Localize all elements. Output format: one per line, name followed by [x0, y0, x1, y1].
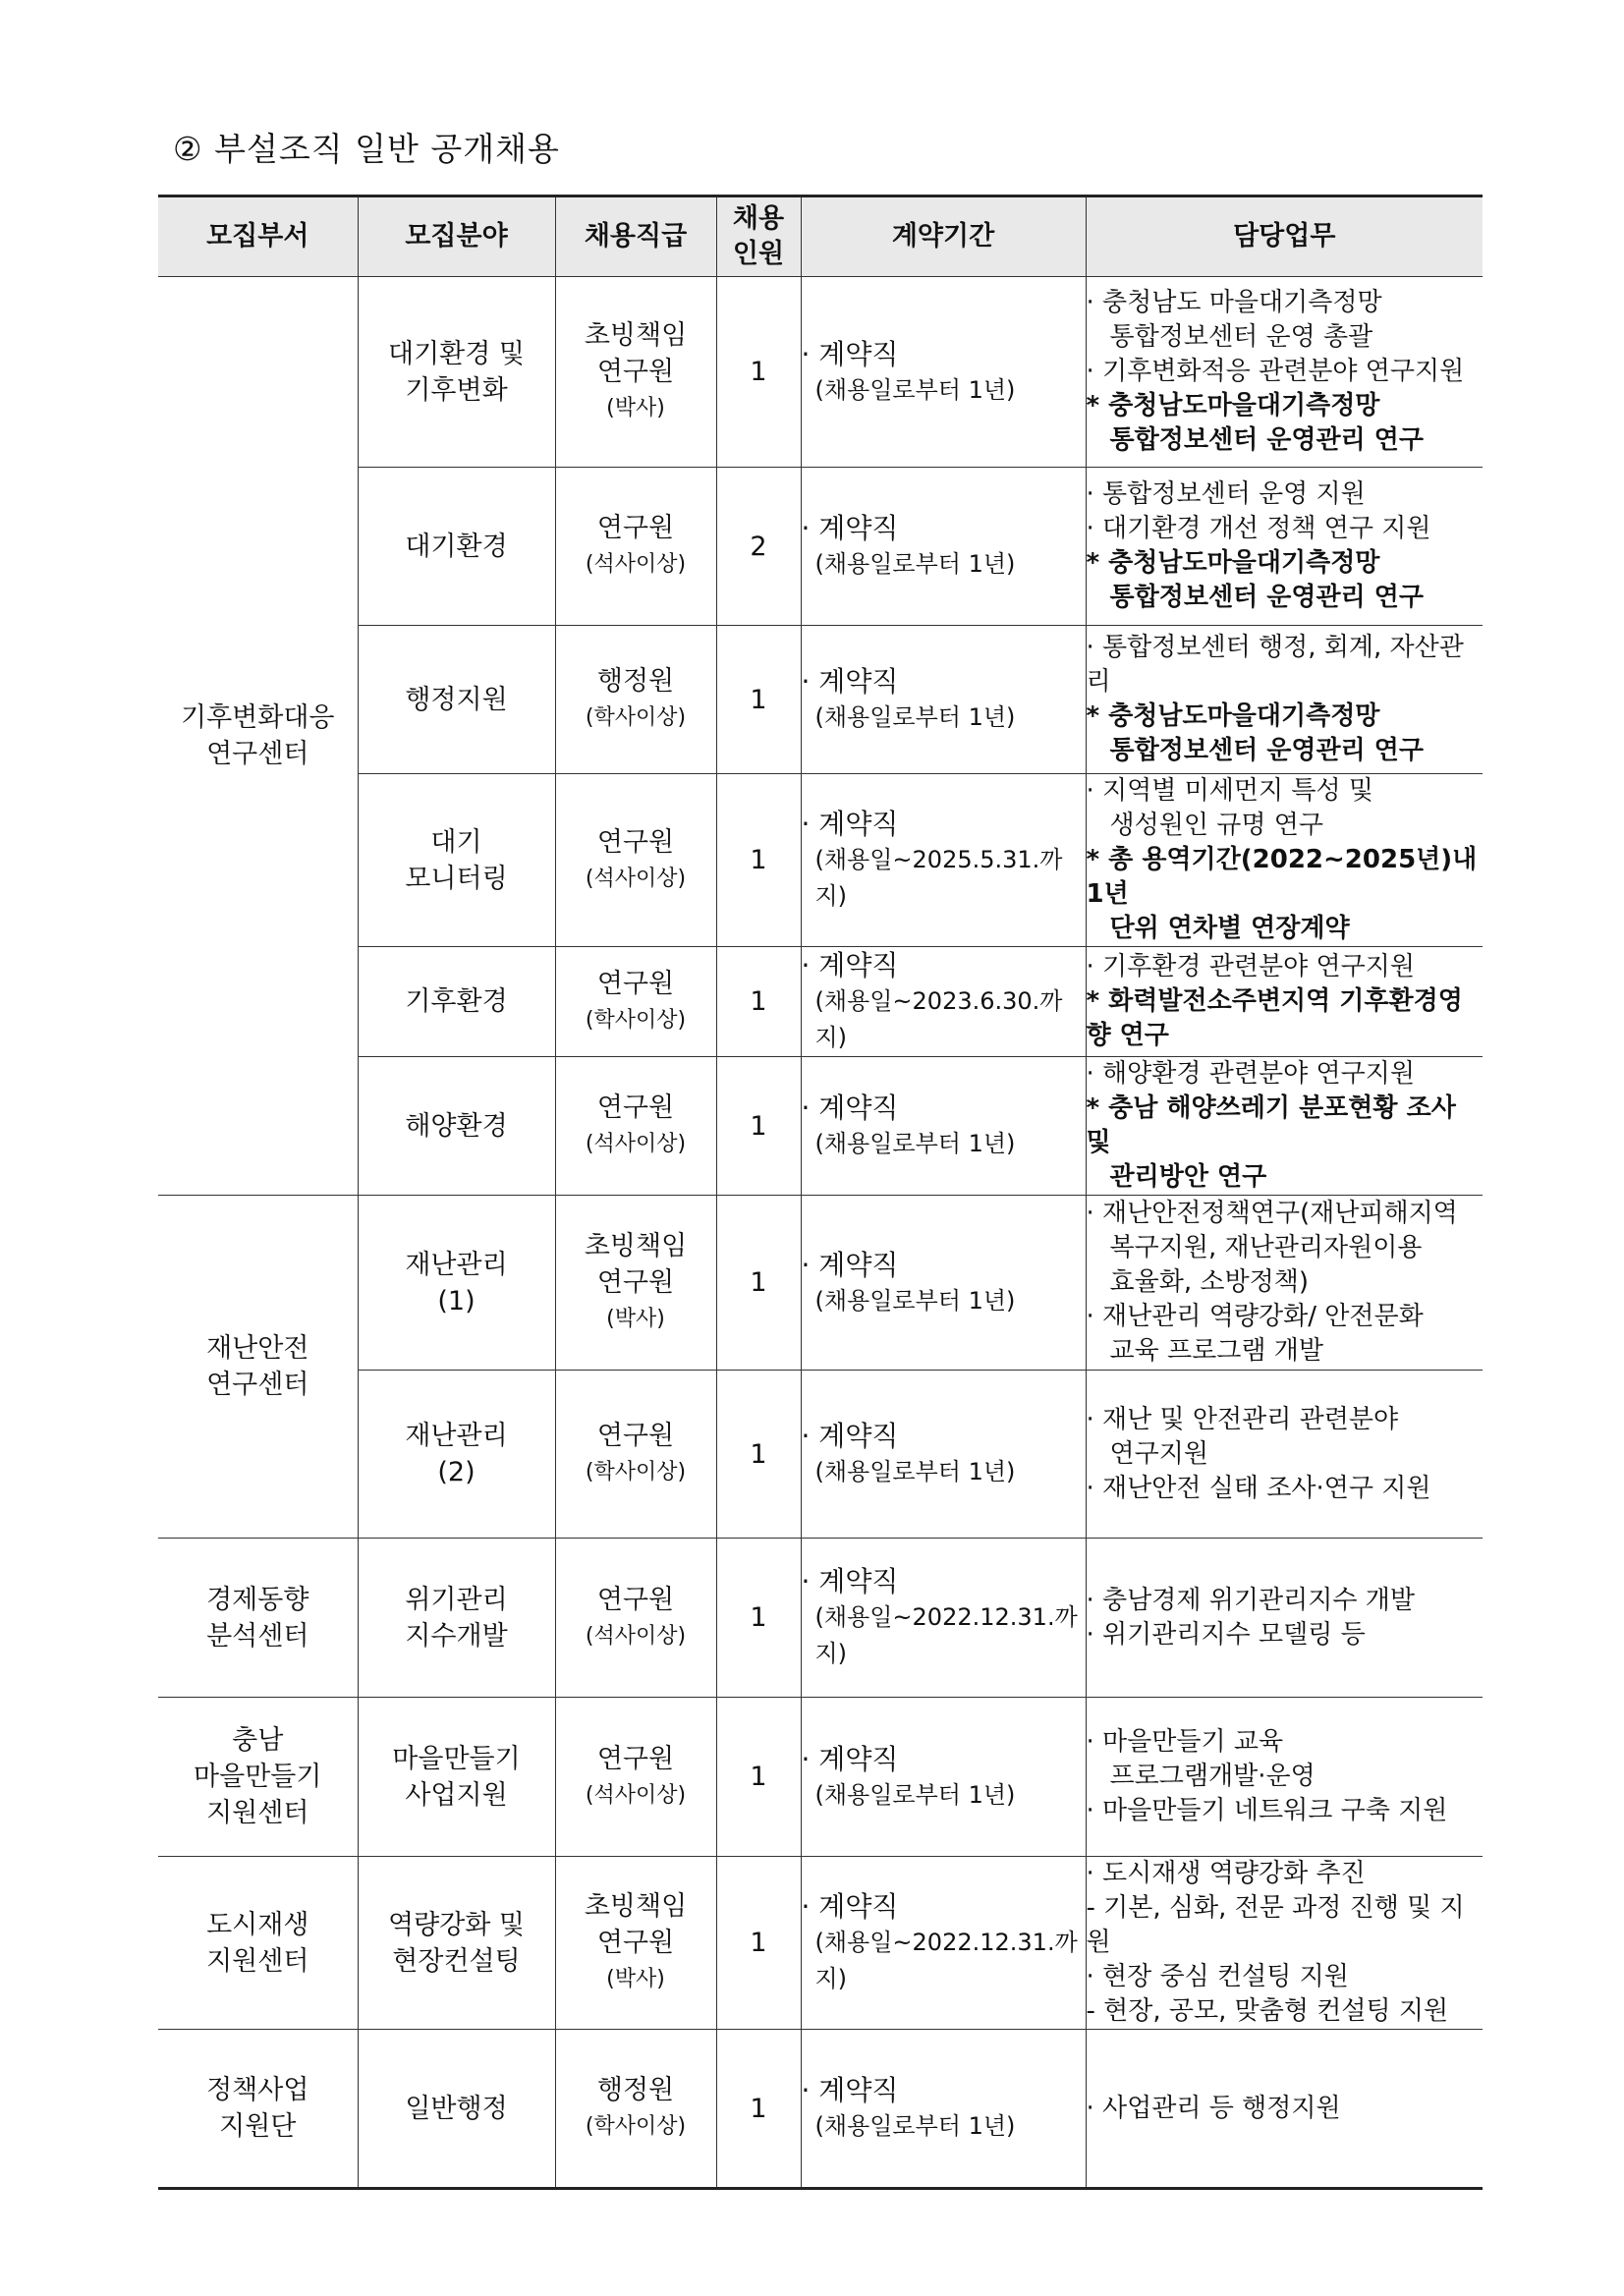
period-cell	[801, 2030, 1086, 2189]
duty-item: · 재난관리 역량강화/ 안전문화	[1086, 1302, 1424, 1331]
table-row	[158, 1857, 1483, 2030]
field-cell	[358, 626, 555, 774]
field-name: (1)	[437, 1285, 476, 1316]
count-cell: 1	[716, 1057, 801, 1196]
dept-name: 연구센터	[206, 739, 309, 769]
duty-item: · 재난안전정책연구(재난피해지역	[1086, 1199, 1458, 1228]
count-cell: 2	[716, 468, 801, 626]
rank-cell	[555, 626, 716, 774]
field-cell	[358, 1857, 555, 2030]
field-name: 대기	[430, 826, 482, 858]
field-name: 모니터링	[405, 863, 508, 894]
rank-name: 행정원	[596, 2075, 675, 2105]
rank-qualification: (석사이상)	[585, 552, 687, 577]
duty-cell	[1086, 1857, 1483, 2030]
period-cell	[801, 947, 1086, 1057]
field-name: (2)	[437, 1457, 476, 1487]
rank-cell	[555, 1539, 716, 1698]
duty-item: 관리방안 연구	[1109, 1162, 1267, 1192]
field-cell	[358, 1196, 555, 1371]
period-term: (채용일로부터 1년)	[814, 1780, 1016, 1809]
rank-cell	[555, 947, 716, 1057]
rank-qualification: (학사이상)	[585, 2114, 687, 2139]
period-type: · 계약직	[801, 1890, 899, 1923]
rank-cell	[555, 1857, 716, 2030]
field-name: 대기환경 및	[388, 338, 525, 369]
field-name: 재난관리	[405, 1249, 508, 1280]
duty-cell	[1086, 1539, 1483, 1698]
section-heading: ② 부설조직 일반 공개채용	[173, 130, 560, 168]
rank-cell	[555, 1698, 716, 1857]
rank-qualification: (석사이상)	[585, 1623, 687, 1649]
duty-item: 교육 프로그램 개발	[1109, 1336, 1323, 1366]
period-term: (채용일로부터 1년)	[814, 2112, 1016, 2140]
rank-qualification: (석사이상)	[585, 1132, 687, 1156]
count-cell: 1	[716, 1857, 801, 2030]
duty-cell	[1086, 947, 1483, 1057]
duty-item: · 해양환경 관련분야 연구지원	[1086, 1059, 1415, 1089]
rank-name: 연구원	[596, 357, 675, 387]
dept-name: 도시재생	[206, 1909, 309, 1940]
period-term: (채용일~2025.5.31.까지)	[814, 846, 1063, 910]
duty-cell	[1086, 626, 1483, 774]
table-row	[158, 774, 1483, 947]
field-name: 행정지원	[405, 684, 508, 715]
rank-name: 연구원	[596, 1092, 675, 1123]
header-period: 계약기간	[801, 196, 1086, 277]
period-term: (채용일로부터 1년)	[814, 375, 1016, 404]
rank-name: 연구원	[596, 1743, 675, 1774]
duty-item: · 지역별 미세먼지 특성 및	[1086, 776, 1373, 806]
duty-item: * 총 용역기간(2022~2025년)내 1년	[1086, 845, 1478, 909]
period-cell	[801, 774, 1086, 947]
field-name: 마을만들기	[392, 1743, 521, 1774]
period-term: (채용일로부터 1년)	[814, 1130, 1016, 1157]
period-type: · 계약직	[801, 1565, 899, 1597]
rank-name: 연구원	[596, 1267, 675, 1298]
duty-item: 통합정보센터 운영관리 연구	[1109, 736, 1424, 765]
dept-name: 정책사업	[206, 2075, 309, 2105]
duty-item: 연구지원	[1109, 1438, 1208, 1469]
rank-qualification: (학사이상)	[585, 1007, 687, 1033]
duty-item: · 도시재생 역량강화 추진	[1086, 1859, 1366, 1888]
rank-cell	[555, 2030, 716, 2189]
period-term: (채용일로부터 1년)	[814, 1458, 1016, 1485]
rank-name: 연구원	[596, 1584, 675, 1615]
count-cell: 1	[716, 947, 801, 1057]
recruitment-table	[158, 195, 1483, 2190]
field-name: 기후변화	[405, 374, 508, 406]
duty-item: · 기후변화적응 관련분야 연구지원	[1086, 357, 1465, 386]
rank-qualification: (박사)	[606, 396, 665, 420]
field-cell	[358, 2030, 555, 2189]
duty-item: * 충청남도마을대기측정망	[1086, 391, 1380, 420]
table-row	[158, 277, 1483, 468]
dept-name: 지원단	[219, 2111, 297, 2142]
period-type: · 계약직	[801, 2074, 899, 2106]
field-name: 재난관리	[405, 1421, 508, 1451]
dept-name: 지원센터	[206, 1945, 309, 1977]
duty-item: * 충청남도마을대기측정망	[1086, 548, 1380, 578]
period-term: (채용일로부터 1년)	[814, 550, 1016, 578]
dept-name: 기후변화대응	[181, 702, 335, 733]
duty-cell	[1086, 468, 1483, 626]
period-term: (채용일~2023.6.30.까지)	[814, 987, 1063, 1051]
rank-qualification: (박사)	[606, 1967, 665, 1991]
duty-item: · 마을만들기 네트워크 구축 지원	[1086, 1796, 1448, 1825]
period-type: · 계약직	[801, 1420, 899, 1452]
dept-name: 연구센터	[206, 1370, 309, 1400]
rank-qualification: (석사이상)	[585, 1782, 687, 1808]
dept-cell	[158, 1857, 358, 2030]
rank-name: 초빙책임	[584, 1891, 688, 1922]
field-name: 대기환경	[405, 531, 508, 562]
field-cell	[358, 1698, 555, 1857]
period-type: · 계약직	[801, 808, 899, 840]
rank-cell	[555, 774, 716, 947]
table-row	[158, 1698, 1483, 1857]
period-type: · 계약직	[801, 949, 899, 981]
duty-item: 통합정보센터 운영관리 연구	[1109, 583, 1424, 612]
duty-item: · 기후환경 관련분야 연구지원	[1086, 952, 1415, 981]
rank-qualification: (박사)	[606, 1307, 665, 1331]
dept-name: 경제동향	[206, 1584, 309, 1615]
duty-item: 단위 연차별 연장계약	[1109, 914, 1350, 943]
dept-name: 충남	[232, 1725, 284, 1756]
count-cell: 1	[716, 1539, 801, 1698]
table-row	[158, 2030, 1483, 2189]
duty-cell	[1086, 774, 1483, 947]
field-name: 역량강화 및	[388, 1909, 525, 1940]
rank-name: 연구원	[596, 968, 675, 999]
count-cell: 1	[716, 626, 801, 774]
duty-item: * 충남 해양쓰레기 분포현황 조사 및	[1086, 1093, 1456, 1157]
field-name: 사업지원	[405, 1779, 508, 1811]
duty-item: · 위기관리지수 모델링 등	[1086, 1619, 1366, 1650]
field-name: 위기관리	[405, 1584, 508, 1615]
table-row	[158, 626, 1483, 774]
header-dept: 모집부서	[158, 196, 358, 277]
dept-name: 분석센터	[206, 1620, 309, 1652]
period-cell	[801, 1539, 1086, 1698]
count-cell: 1	[716, 277, 801, 468]
duty-cell	[1086, 1698, 1483, 1857]
duty-item: 생성원인 규명 연구	[1109, 811, 1323, 840]
rank-cell	[555, 277, 716, 468]
duty-item: 통합정보센터 운영관리 연구	[1109, 425, 1424, 455]
table-row	[158, 1057, 1483, 1196]
duty-item: 효율화, 소방정책)	[1109, 1267, 1309, 1297]
period-term: (채용일~2022.12.31.까지)	[814, 1603, 1078, 1667]
field-cell	[358, 1539, 555, 1698]
period-type: · 계약직	[801, 665, 899, 698]
duty-cell	[1086, 1371, 1483, 1539]
count-cell: 1	[716, 774, 801, 947]
period-type: · 계약직	[801, 1742, 899, 1775]
count-cell: 1	[716, 2030, 801, 2189]
duty-item: · 통합정보센터 운영 지원	[1086, 479, 1366, 509]
period-cell	[801, 1857, 1086, 2030]
duty-item: 복구지원, 재난관리자원이용	[1109, 1233, 1423, 1262]
header-rank: 채용직급	[555, 196, 716, 277]
duty-item: · 재난 및 안전관리 관련분야	[1086, 1404, 1399, 1434]
rank-cell	[555, 468, 716, 626]
header-count-line1: 채용	[732, 203, 785, 234]
header-duty: 담당업무	[1086, 196, 1483, 277]
period-type: · 계약직	[801, 1092, 899, 1124]
period-type: · 계약직	[801, 337, 899, 370]
rank-name: 초빙책임	[584, 320, 688, 351]
dept-cell	[158, 2030, 358, 2189]
duty-item: · 현장 중심 컨설팅 지원	[1086, 1962, 1349, 1991]
field-name: 지수개발	[405, 1620, 508, 1652]
table-row	[158, 1539, 1483, 1698]
count-cell: 1	[716, 1371, 801, 1539]
rank-qualification: (석사이상)	[585, 866, 687, 891]
period-term: (채용일로부터 1년)	[814, 703, 1016, 731]
field-cell	[358, 774, 555, 947]
count-cell: 1	[716, 1196, 801, 1371]
duty-item: · 충청남도 마을대기측정망	[1086, 288, 1382, 317]
duty-item: - 기본, 심화, 전문 과정 진행 및 지원	[1086, 1893, 1465, 1957]
field-cell	[358, 947, 555, 1057]
duty-cell	[1086, 277, 1483, 468]
period-cell	[801, 277, 1086, 468]
table-row	[158, 947, 1483, 1057]
table-row	[158, 1371, 1483, 1539]
duty-item: * 화력발전소주변지역 기후환경영향 연구	[1086, 986, 1463, 1050]
duty-item: - 현장, 공모, 맞춤형 컨설팅 지원	[1086, 1996, 1449, 2026]
table-row	[158, 1196, 1483, 1371]
dept-name: 지원센터	[206, 1798, 309, 1828]
rank-name: 초빙책임	[584, 1231, 688, 1261]
duty-item: · 마을만들기 교육	[1086, 1727, 1284, 1757]
period-type: · 계약직	[801, 512, 899, 544]
duty-item: · 사업관리 등 행정지원	[1086, 2093, 1341, 2123]
field-cell	[358, 1371, 555, 1539]
duty-cell	[1086, 2030, 1483, 2189]
dept-cell	[158, 277, 358, 1196]
duty-item: 통합정보센터 운영 총괄	[1109, 322, 1373, 352]
field-cell	[358, 468, 555, 626]
rank-qualification: (학사이상)	[585, 1460, 687, 1484]
duty-item: · 충남경제 위기관리지수 개발	[1086, 1585, 1415, 1615]
period-term: (채용일~2022.12.31.까지)	[814, 1929, 1078, 1992]
field-name: 해양환경	[405, 1110, 508, 1142]
duty-item: · 통합정보센터 행정, 회계, 자산관리	[1086, 633, 1464, 697]
dept-cell	[158, 1539, 358, 1698]
dept-cell	[158, 1196, 358, 1539]
duty-item: · 대기환경 개선 정책 연구 지원	[1086, 514, 1431, 543]
field-name: 일반행정	[405, 2093, 508, 2124]
field-cell	[358, 277, 555, 468]
field-name: 현장컨설팅	[392, 1945, 521, 1977]
duty-item: · 재난안전 실태 조사·연구 지원	[1086, 1473, 1431, 1503]
header-count	[716, 196, 801, 277]
rank-name: 행정원	[596, 666, 675, 697]
rank-name: 연구원	[596, 826, 675, 858]
table-body	[158, 277, 1483, 2189]
dept-name: 재난안전	[206, 1333, 309, 1364]
header-count-line2: 인원	[732, 239, 785, 269]
header-row	[158, 196, 1483, 277]
rank-cell	[555, 1371, 716, 1539]
rank-qualification: (학사이상)	[585, 705, 687, 730]
field-name: 기후환경	[405, 986, 508, 1017]
rank-cell	[555, 1057, 716, 1196]
period-type: · 계약직	[801, 1248, 899, 1281]
period-term: (채용일로부터 1년)	[814, 1286, 1016, 1315]
rank-name: 연구원	[596, 513, 675, 543]
period-cell	[801, 468, 1086, 626]
rank-name: 연구원	[596, 1421, 675, 1451]
dept-cell	[158, 1698, 358, 1857]
duty-cell	[1086, 1057, 1483, 1196]
dept-name: 마을만들기	[194, 1762, 322, 1792]
table-row	[158, 468, 1483, 626]
field-cell	[358, 1057, 555, 1196]
header-field: 모집분야	[358, 196, 555, 277]
duty-item: 프로그램개발·운영	[1109, 1762, 1316, 1791]
duty-item: * 충청남도마을대기측정망	[1086, 701, 1380, 731]
period-cell	[801, 1196, 1086, 1371]
rank-cell	[555, 1196, 716, 1371]
rank-name: 연구원	[596, 1928, 675, 1958]
duty-cell	[1086, 1196, 1483, 1371]
period-cell	[801, 1057, 1086, 1196]
period-cell	[801, 626, 1086, 774]
count-cell: 1	[716, 1698, 801, 1857]
period-cell	[801, 1371, 1086, 1539]
period-cell	[801, 1698, 1086, 1857]
